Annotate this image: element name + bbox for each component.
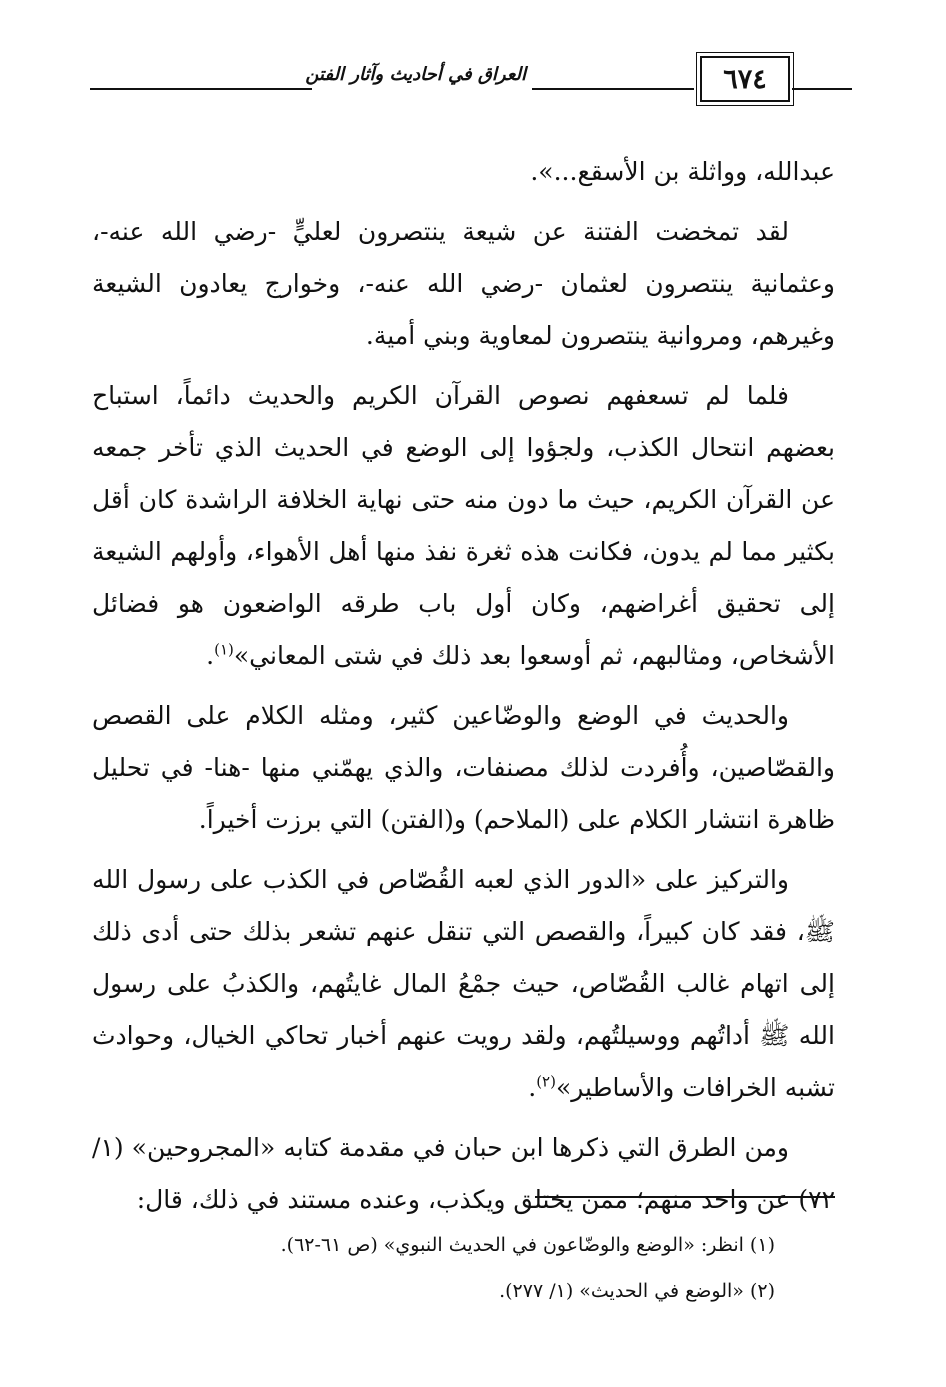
footnotes: [92, 1222, 835, 1314]
footnote: (١) انظر: «الوضع والوضّاعون في الحديث النبوي» (ص ٦١-٦٢).: [280, 1234, 775, 1256]
book-title: العراق في أحاديث وآثار الفتن: [305, 64, 526, 85]
footnote: (٢) «الوضع في الحديث» (١/ ٢٧٧).: [499, 1280, 775, 1302]
paragraph-text: فلما لم تسعفهم نصوص القرآن الكريم والحديث دائماً، استباح بعضهم انتحال الكذب، ولجؤوا إلى الوضع في الحديث الذي تأخر جمعه عن القرآن الكريم، حيث ما دون منه حتى نهاية الخلافة الراشدة كان أقل بكثير مما لم يدون، فكانت هذه ثغرة نفذ منها أهل الأهواء، وأولهم الشيعة إلى تحقيق أغراضهم، وكان أول باب طرقه الواضعون هو فضائل الأشخاص، ومثالبهم، ثم أوسعوا بعد ذلك في شتى المعاني»: [92, 381, 835, 670]
paragraph-text: والتركيز على «الدور الذي لعبه القُصّاص في الكذب على رسول الله ﷺ، فقد كان كبيراً، والقصص التي تنقل عنهم تشعر بذلك حتى أدى ذلك إلى اتهام غالب القُصّاص، حيث جمْعُ المال غايتُهم، والكذبُ على رسول الله ﷺ أداتُهم ووسيلتُهم، ولقد رويت عنهم أخبار تحاكي الخيال، وحوادث تشبه الخرافات والأساطير»: [92, 865, 835, 1102]
header-rule: [792, 88, 852, 90]
header-rule: [90, 88, 312, 90]
paragraph: لقد تمخضت الفتنة عن شيعة ينتصرون لعليٍّ -رضي الله عنه-، وعثمانية ينتصرون لعثمان -رضي الله عنه-، وخوارج يعادون الشيعة وغيرهم، ومروانية ينتصرون لمعاوية وبني أمية.: [92, 217, 835, 350]
footnote-reference[interactable]: (٢): [536, 1072, 556, 1091]
footnote-reference[interactable]: (١): [214, 640, 234, 659]
paragraph: ومن الطرق التي ذكرها ابن حبان في مقدمة كتابه «المجروحين» (١/ ٧٢) عن واحد منهم؛ ممن يختلق ويكذب، وعنده مستند في ذلك، قال:: [92, 1133, 835, 1214]
paragraph-end: .: [528, 1073, 537, 1102]
paragraph-end: .: [206, 641, 215, 670]
paragraph: [92, 854, 835, 1114]
running-header: [90, 52, 852, 104]
main-text: [92, 146, 835, 1226]
paragraph: [92, 370, 835, 682]
paragraph: عبدالله، وواثلة بن الأسقع...».: [530, 157, 835, 186]
page-number: ٦٧٤: [700, 56, 790, 102]
paragraph: والحديث في الوضع والوضّاعين كثير، ومثله الكلام على القصص والقصّاصين، وأُفردت لذلك مصنفات، والذي يهمّني منها -هنا- في تحليل ظاهرة انتشار الكلام على (الملاحم) و(الفتن) التي برزت أخيراً.: [92, 701, 835, 834]
header-rule: [532, 88, 694, 90]
footnote-separator: [535, 1196, 835, 1198]
